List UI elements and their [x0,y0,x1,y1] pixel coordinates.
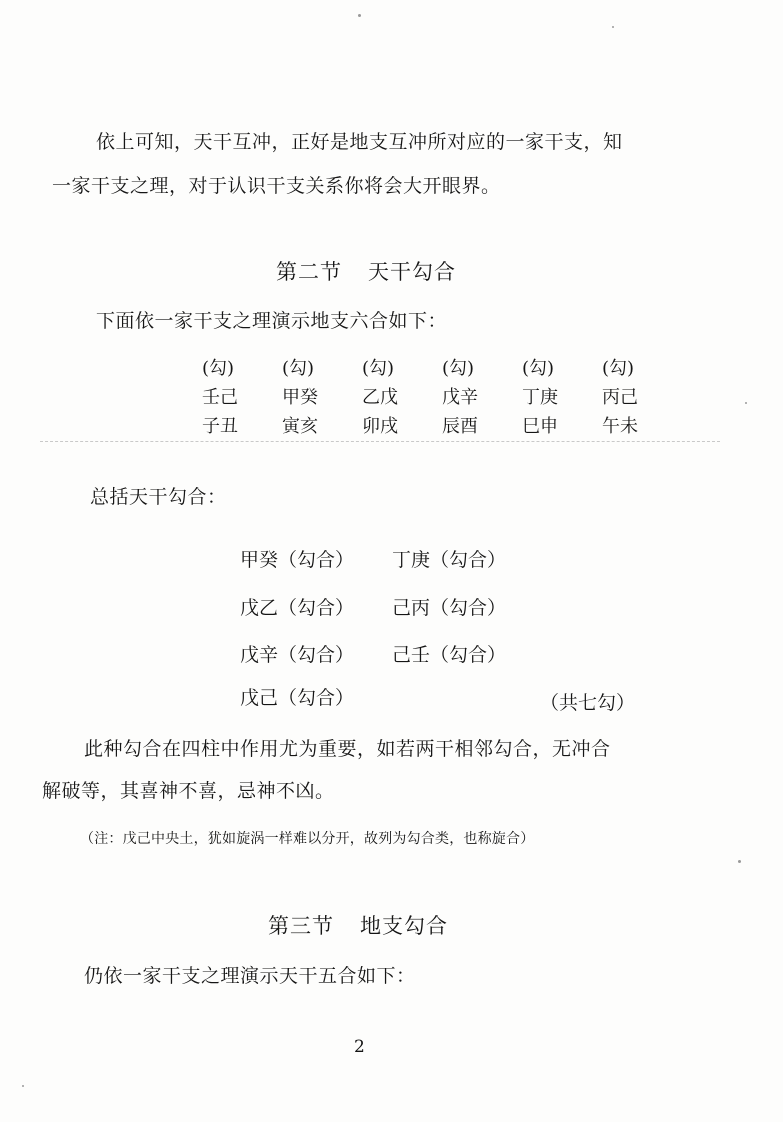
pairs-table [202,354,682,438]
pairs-row-gou [202,354,682,380]
intro2-text: 下面依一家干支之理演示地支六合如下： [96,310,448,332]
scan-speck [738,860,741,863]
scan-speck [22,1085,24,1087]
paragraph1-line1: 依上可知，天干互冲，正好是地支互冲所对应的一家干支，知 [96,131,623,153]
section3-heading [268,910,448,940]
intro3-text: 仍依一家干支之理演示天干五合如下： [84,965,416,987]
summary-r2c2: 己丙（勾合） [392,597,507,619]
pairs-cell: 辰酉 [442,416,478,437]
pairs-cell: 巳申 [522,416,558,437]
pairs-cell: 甲癸 [282,387,318,408]
pairs-cell: 壬己 [202,387,238,408]
summary-r2c1: 戊乙（勾合） [240,597,355,619]
pairs-cell: 丙己 [602,387,638,408]
scan-speck [358,14,361,17]
section2-title: 天干勾合 [368,260,456,284]
pairs-cell: 乙戊 [362,387,398,408]
scan-dashed-line [40,441,720,442]
pairs-cell: (勾) [362,358,395,379]
pairs-cell: 丁庚 [522,387,558,408]
scan-speck [612,26,614,28]
pairs-cell: 戊辛 [442,387,478,408]
paragraph1-line2: 一家干支之理，对于认识干支关系你将会大开眼界。 [52,175,501,197]
summary-total: （共七勾） [540,692,636,714]
footnote: （注：戊己中央土，犹如旋涡一样难以分开，故列为勾合类，也称旋合） [80,831,535,847]
pairs-cell: 午未 [602,416,638,437]
section2-heading [276,256,456,286]
summary-title: 总括天干勾合： [90,486,227,508]
summary-r1c1: 甲癸（勾合） [240,549,355,571]
summary-r4c1: 戊己（勾合） [240,687,355,709]
section2-number: 第二节 [276,260,342,284]
pairs-cell: (勾) [442,358,475,379]
section3-title: 地支勾合 [360,914,448,938]
scan-speck [745,402,747,404]
pairs-row-branches [202,412,682,438]
summary-r3c1: 戊辛（勾合） [240,644,355,666]
pairs-cell: 卯戌 [362,416,398,437]
pairs-cell: 寅亥 [282,416,318,437]
paragraph2-line2: 解破等，其喜神不喜，忌神不凶。 [42,780,335,802]
pairs-cell: (勾) [602,358,635,379]
paragraph2-line1: 此种勾合在四柱中作用尤为重要，如若两干相邻勾合，无冲合 [84,738,611,760]
pairs-cell: (勾) [522,358,555,379]
pairs-cell: (勾) [282,358,315,379]
pairs-cell: (勾) [202,358,235,379]
summary-r3c2: 己壬（勾合） [392,644,507,666]
pairs-row-stems [202,383,682,409]
page-number: 2 [354,1037,365,1057]
summary-r1c2: 丁庚（勾合） [392,549,507,571]
pairs-cell: 子丑 [202,416,238,437]
section3-number: 第三节 [268,914,334,938]
